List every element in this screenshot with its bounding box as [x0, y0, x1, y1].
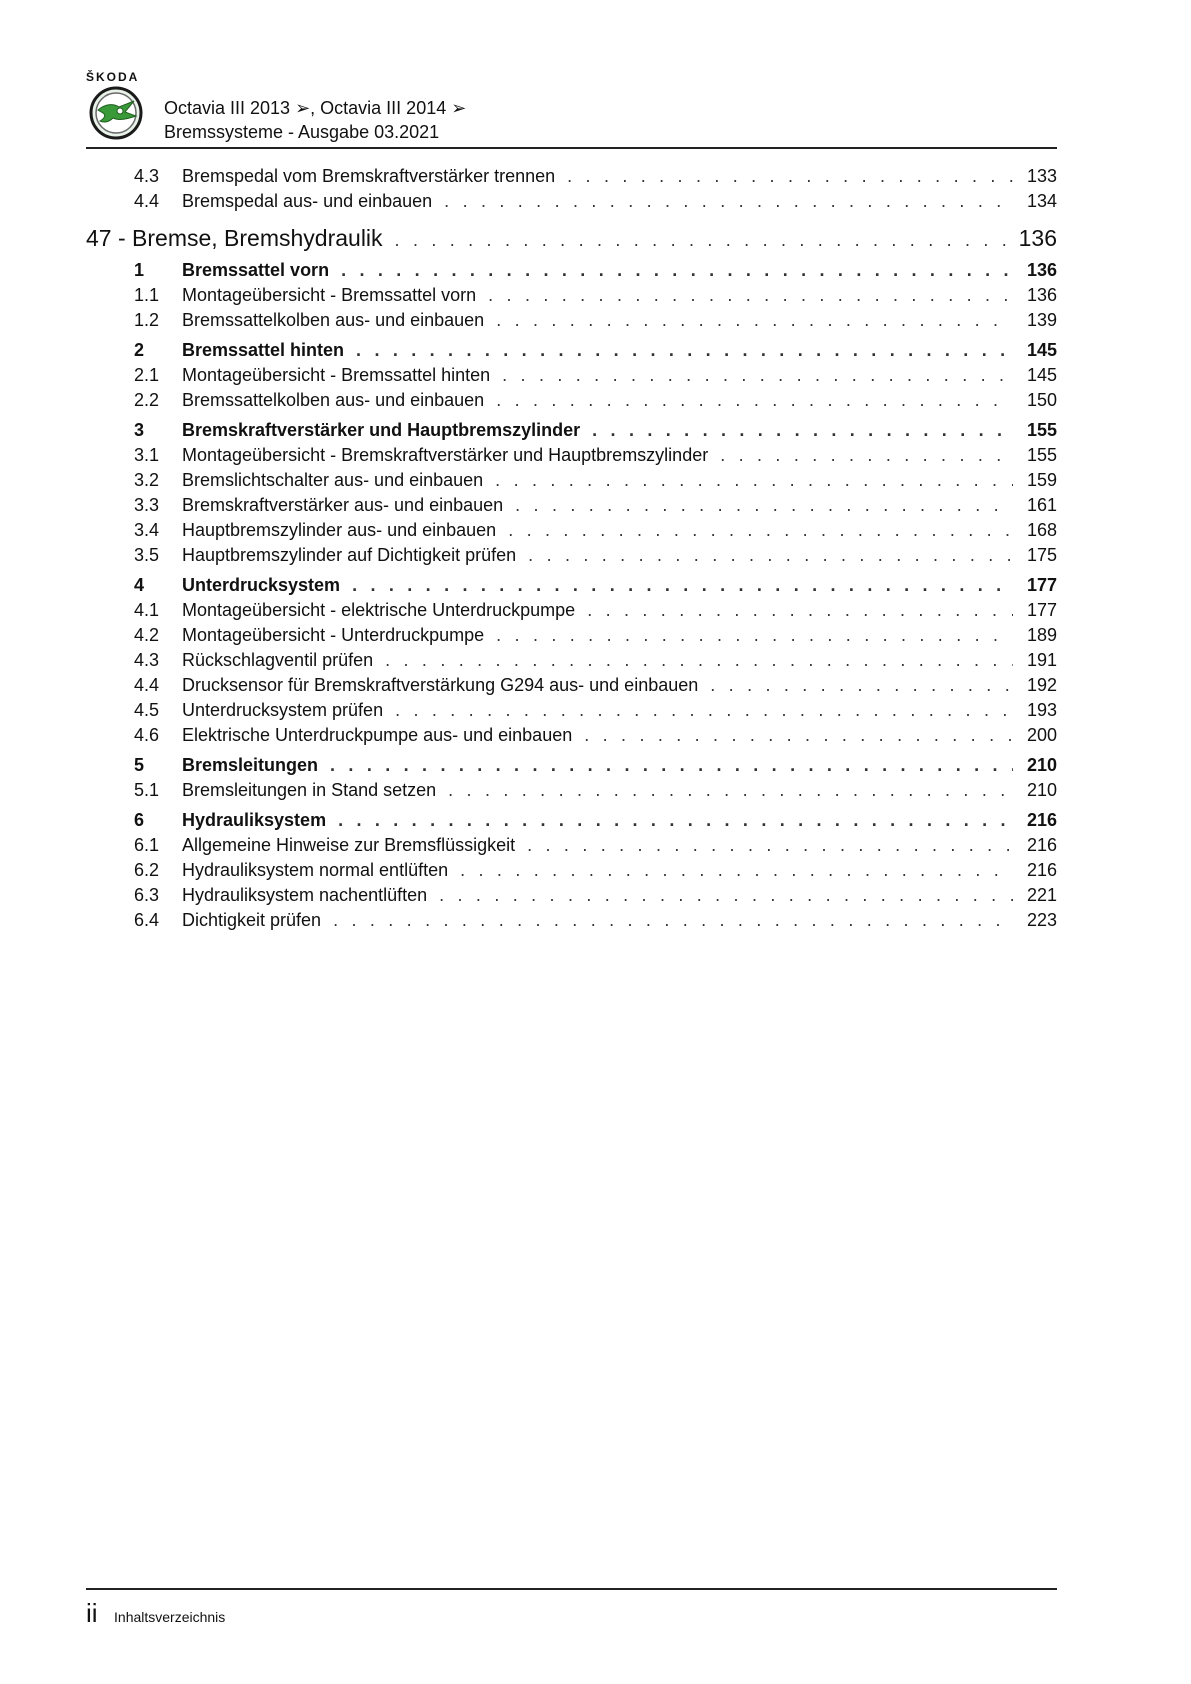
dot-leader: [395, 700, 1013, 721]
toc-entry-title: Hauptbremszylinder aus- und einbauen: [182, 520, 497, 540]
toc-entry-number: 1.2: [134, 310, 160, 330]
toc-subsection-entry[interactable]: [86, 470, 1057, 495]
toc-section-entry[interactable]: [86, 755, 1057, 780]
dot-leader: [592, 420, 1013, 441]
toc-entry-title: Bremsleitungen: [182, 755, 319, 775]
dot-leader: [444, 191, 1013, 212]
toc-entry-title: Rückschlagventil prüfen: [182, 650, 374, 670]
toc-entry-title: Bremssattelkolben aus- und einbauen: [182, 310, 485, 330]
toc-entry-title: Allgemeine Hinweise zur Bremsflüssigkeit: [182, 835, 516, 855]
toc-page-number: 191: [1026, 650, 1057, 670]
toc-subsection-entry[interactable]: [86, 700, 1057, 725]
toc-section-entry[interactable]: [86, 575, 1057, 600]
page-header: [86, 68, 1056, 148]
dot-leader: [587, 600, 1013, 621]
toc-subsection-entry[interactable]: [86, 625, 1057, 650]
toc-entry-number: 3.3: [134, 495, 160, 515]
toc-section-entry[interactable]: [86, 420, 1057, 445]
toc-page-number: 150: [1026, 390, 1057, 410]
toc-entry-number: 1: [134, 260, 145, 280]
dot-leader: [584, 725, 1013, 746]
toc-entry-title: Elektrische Unterdruckpumpe aus- und einbauen: [182, 725, 573, 745]
toc-entry-number: 3: [134, 420, 145, 440]
toc-entry-number: 4.5: [134, 700, 160, 720]
toc-entry-number: 5.1: [134, 780, 160, 800]
toc-entry-title: Montageübersicht - Bremssattel hinten: [182, 365, 491, 385]
toc-page-number: 136: [1026, 260, 1057, 280]
toc-entry-number: 3.1: [134, 445, 160, 465]
toc-subsection-entry[interactable]: [86, 675, 1057, 700]
toc-page-number: 175: [1026, 545, 1057, 565]
dot-leader: [385, 650, 1013, 671]
toc-page-number: 145: [1026, 365, 1057, 385]
toc-subsection-entry[interactable]: [86, 310, 1057, 335]
toc-subsection-entry[interactable]: [86, 445, 1057, 470]
toc-page-number: 177: [1026, 575, 1057, 595]
toc-entry-title: Hydrauliksystem normal entlüften: [182, 860, 449, 880]
dot-leader: [495, 470, 1013, 491]
toc-page-number: 193: [1026, 700, 1057, 720]
toc-subsection-entry[interactable]: [86, 495, 1057, 520]
page-footer: [86, 1598, 225, 1629]
toc-entry-title: Montageübersicht - Bremssattel vorn: [182, 285, 477, 305]
toc-subsection-entry[interactable]: [86, 835, 1057, 860]
toc-entry-title: Bremslichtschalter aus- und einbauen: [182, 470, 484, 490]
toc-entry-number: 6: [134, 810, 145, 830]
toc-entry-number: 3.2: [134, 470, 160, 490]
dot-leader: [508, 520, 1013, 541]
toc-entry-number: 2.2: [134, 390, 160, 410]
dot-leader: [515, 495, 1013, 516]
dot-leader: [352, 575, 1013, 596]
toc-entry-title: Dichtigkeit prüfen: [182, 910, 322, 930]
toc-entry-number: 3.5: [134, 545, 160, 565]
toc-entry-title: Bremsleitungen in Stand setzen: [182, 780, 437, 800]
toc-entry-number: 2: [134, 340, 145, 360]
toc-page-number: 192: [1026, 675, 1057, 695]
dot-leader: [567, 166, 1013, 187]
toc-page-number: 168: [1026, 520, 1057, 540]
toc-entry-title: Unterdrucksystem: [182, 575, 341, 595]
toc-entry-number: 1.1: [134, 285, 160, 305]
toc-entry-number: 5: [134, 755, 145, 775]
doc-title-vehicle: Octavia III 2013 ➢, Octavia III 2014 ➢: [164, 98, 467, 118]
toc-subsection-entry[interactable]: [86, 166, 1057, 191]
toc-entry-number: 4: [134, 575, 145, 595]
toc-section-entry[interactable]: [86, 260, 1057, 285]
toc-entry-title: Bremspedal aus- und einbauen: [182, 191, 433, 211]
toc-page-number: 200: [1026, 725, 1057, 745]
toc-page-number: 189: [1026, 625, 1057, 645]
toc-subsection-entry[interactable]: [86, 885, 1057, 910]
toc-page-number: 133: [1026, 166, 1057, 186]
toc-page-number: 216: [1026, 835, 1057, 855]
dot-leader: [496, 390, 1013, 411]
toc-page-number: 134: [1026, 191, 1057, 211]
toc-section-entry[interactable]: [86, 340, 1057, 365]
footer-section-label: Inhaltsverzeichnis: [114, 1609, 226, 1625]
toc-entry-title: Montageübersicht - Unterdruckpumpe: [182, 625, 485, 645]
toc-page-number: 136: [1018, 225, 1057, 251]
toc-entry-title: Hydrauliksystem nachentlüften: [182, 885, 428, 905]
toc-entry-title: 47 - Bremse, Bremshydraulik: [86, 225, 383, 251]
toc-entry-title: Hauptbremszylinder auf Dichtigkeit prüfen: [182, 545, 517, 565]
toc-page-number: 210: [1026, 780, 1057, 800]
toc-entry-number: 2.1: [134, 365, 160, 385]
dot-leader: [341, 260, 1013, 281]
toc-entry-number: 4.3: [134, 650, 160, 670]
toc-entry-title: Bremspedal vom Bremskraftverstärker trennen: [182, 166, 556, 186]
toc-section-entry[interactable]: [86, 810, 1057, 835]
toc-subsection-entry[interactable]: [86, 910, 1057, 935]
dot-leader: [395, 230, 1009, 251]
dot-leader: [333, 910, 1013, 931]
toc-subsection-entry[interactable]: [86, 285, 1057, 310]
toc-entry-title: Unterdrucksystem prüfen: [182, 700, 384, 720]
toc-entry-number: 4.6: [134, 725, 160, 745]
toc-subsection-entry[interactable]: [86, 390, 1057, 415]
toc-page-number: 177: [1026, 600, 1057, 620]
toc-chapter-entry[interactable]: [86, 225, 1057, 255]
toc-entry-number: 6.1: [134, 835, 160, 855]
toc-page-number: 216: [1026, 860, 1057, 880]
toc-page-number: 223: [1026, 910, 1057, 930]
toc-page-number: 221: [1026, 885, 1057, 905]
toc-subsection-entry[interactable]: [86, 725, 1057, 750]
toc-entry-number: 3.4: [134, 520, 160, 540]
toc-entry-number: 4.3: [134, 166, 160, 186]
dot-leader: [439, 885, 1013, 906]
dot-leader: [338, 810, 1013, 831]
toc-entry-title: Bremskraftverstärker aus- und einbauen: [182, 495, 504, 515]
dot-leader: [528, 545, 1013, 566]
toc-entry-number: 4.4: [134, 191, 160, 211]
toc-page-number: 159: [1026, 470, 1057, 490]
toc-entry-title: Drucksensor für Bremskraftverstärkung G294 aus- und einbauen: [182, 675, 699, 695]
toc-subsection-entry[interactable]: [86, 650, 1057, 675]
table-of-contents: [86, 166, 1057, 935]
toc-entry-number: 4.4: [134, 675, 160, 695]
toc-subsection-entry[interactable]: [86, 780, 1057, 805]
toc-subsection-entry[interactable]: [86, 860, 1057, 885]
page-number: ii: [86, 1598, 98, 1628]
dot-leader: [496, 625, 1013, 646]
toc-entry-number: 6.3: [134, 885, 160, 905]
toc-entry-number: 6.4: [134, 910, 160, 930]
toc-page-number: 155: [1026, 420, 1057, 440]
footer-divider: [86, 1588, 1057, 1590]
dot-leader: [527, 835, 1013, 856]
brand-wordmark: ŠKODA: [86, 70, 140, 84]
dot-leader: [460, 860, 1013, 881]
toc-entry-number: 4.2: [134, 625, 160, 645]
toc-page-number: 155: [1026, 445, 1057, 465]
toc-page-number: 139: [1026, 310, 1057, 330]
toc-entry-title: Bremskraftverstärker und Hauptbremszylinder: [182, 420, 581, 440]
toc-entry-title: Hydrauliksystem: [182, 810, 327, 830]
doc-title-topic: Bremssysteme - Ausgabe 03.2021: [164, 122, 440, 142]
toc-entry-title: Montageübersicht - elektrische Unterdruckpumpe: [182, 600, 576, 620]
toc-page-number: 145: [1026, 340, 1057, 360]
toc-subsection-entry[interactable]: [86, 520, 1057, 545]
dot-leader: [356, 340, 1013, 361]
toc-subsection-entry[interactable]: [86, 365, 1057, 390]
header-divider: [86, 147, 1057, 149]
toc-page-number: 161: [1026, 495, 1057, 515]
dot-leader: [710, 675, 1013, 696]
toc-page-number: 136: [1026, 285, 1057, 305]
toc-entry-title: Montageübersicht - Bremskraftverstärker und Hauptbremszylinder: [182, 445, 709, 465]
toc-entry-title: Bremssattel hinten: [182, 340, 345, 360]
toc-subsection-entry[interactable]: [86, 191, 1057, 216]
toc-entry-title: Bremssattel vorn: [182, 260, 330, 280]
toc-entry-number: 4.1: [134, 600, 160, 620]
toc-entry-title: Bremssattelkolben aus- und einbauen: [182, 390, 485, 410]
dot-leader: [502, 365, 1013, 386]
toc-subsection-entry[interactable]: [86, 545, 1057, 570]
toc-entry-number: 6.2: [134, 860, 160, 880]
dot-leader: [496, 310, 1013, 331]
toc-subsection-entry[interactable]: [86, 600, 1057, 625]
dot-leader: [330, 755, 1013, 776]
dot-leader: [488, 285, 1013, 306]
skoda-logo-icon: [89, 86, 143, 140]
toc-page-number: 216: [1026, 810, 1057, 830]
dot-leader: [720, 445, 1013, 466]
toc-page-number: 210: [1026, 755, 1057, 775]
dot-leader: [448, 780, 1013, 801]
